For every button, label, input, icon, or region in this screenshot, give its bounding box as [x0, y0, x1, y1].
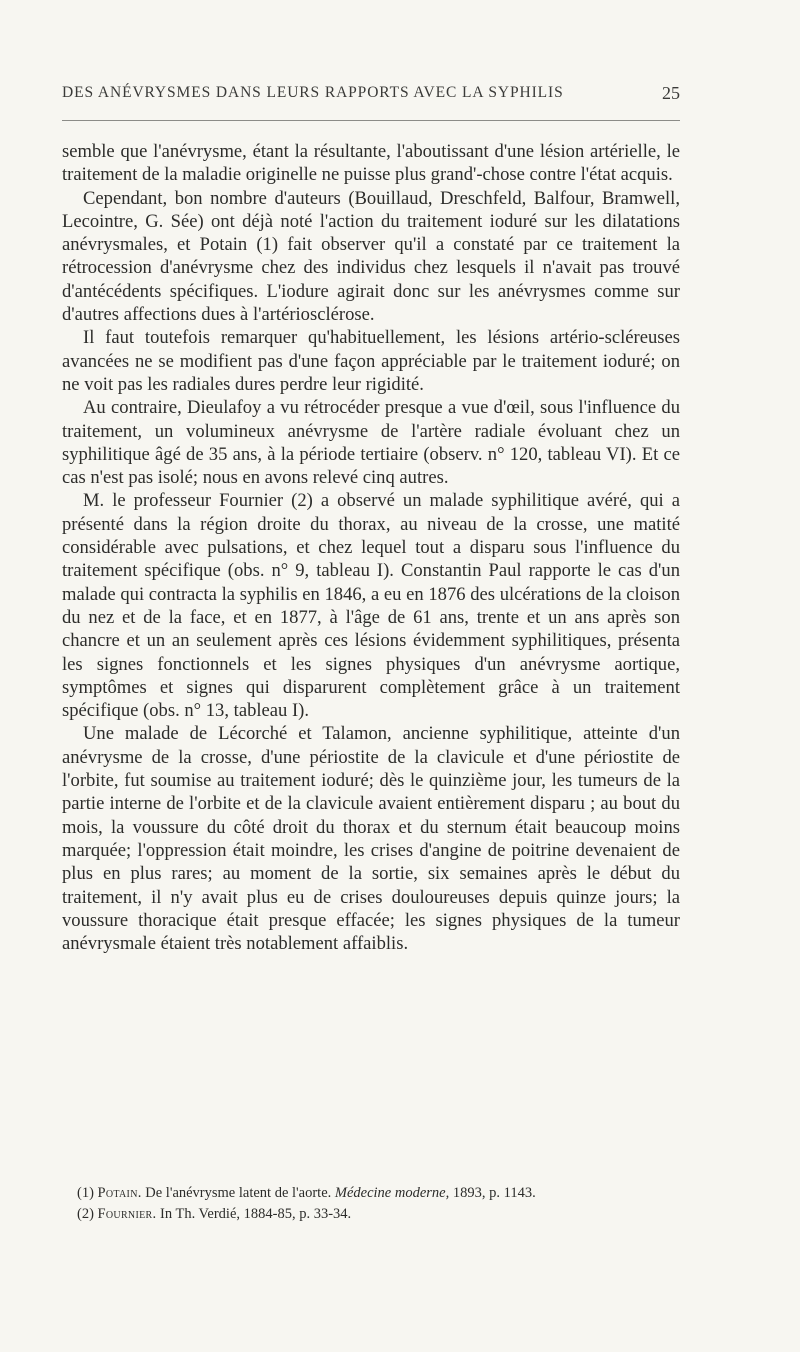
footnote-tail: 1893, p. 1143.: [449, 1185, 536, 1201]
running-head-title: DES ANÉVRYSMES DANS LEURS RAPPORTS AVEC LA SYPHILIS: [62, 84, 564, 101]
footnote-1: [77, 1183, 680, 1204]
footnote-author: Fournier.: [97, 1206, 157, 1222]
paragraph: Une malade de Lécorché et Talamon, ancienne syphilitique, atteinte d'un anévrysme de la crosse, d'une périostite de la clavicule et d'une périostite de l'orbite, fut soumise au traitement ioduré; dès le quinzième jour, les tumeurs de la partie interne de l'orbite et de la clavicule avaient entièrement disparu ; au bout du mois, la voussure du côté droit du thorax et du sternum était beaucoup moins marquée; l'oppression était moindre, les crises d'angine de poitrine devenaient de plus en plus rares; au moment de la sortie, six semaines après le début du traitement, il n'y avait plus eu de crises douloureuses depuis quinze jours; la voussure thoracique était presque effacée; les signes physiques de la tumeur anévrysmale étaient très notablement affaiblis.: [62, 723, 680, 955]
header-rule: [62, 120, 680, 121]
footnote-text: In Th. Verdié, 1884-85, p. 33-34.: [156, 1206, 352, 1222]
page-number: 25: [662, 83, 680, 103]
paragraph: M. le professeur Fournier (2) a observé un malade syphilitique avéré, qui a présenté dans la région droite du thorax, au niveau de la crosse, une matité considérable avec pulsations, et chez lequel tout a disparu sous l'influence du traitement spécifique (obs. n° 9, tableau I). Constantin Paul rapporte le cas d'un malade qui contracta la syphilis en 1846, a eu en 1876 des ulcérations de la cloison du nez et de la face, et en 1877, à l'âge de 61 ans, trente et un ans après son chancre et un an seulement après ces lésions évidemment syphilitiques, présenta les signes fonctionnels et les signes physiques d'un anévrysme aortique, symptômes et signes qui disparurent complètement grâce à un traitement spécifique (obs. n° 13, tableau I).: [62, 490, 680, 722]
footnotes: [77, 1183, 680, 1225]
running-head: [62, 84, 680, 110]
paragraph: Il faut toutefois remarquer qu'habituellement, les lésions artério-scléreuses avancées ne se modifient pas d'une façon appréciable par le traitement ioduré; on ne voit pas les radiales dures perdre leur rigidité.: [62, 327, 680, 395]
paragraph: Cependant, bon nombre d'auteurs (Bouillaud, Dreschfeld, Balfour, Bramwell, Lecointre, G. Sée) ont déjà noté l'action du traitement ioduré sur les dilatations anévrysmales, et Potain (1) fait observer qu'il a constaté par ce traitement la rétrocession d'anévrysme chez des individus chez lesquels il n'avait pas trouvé d'antécédents spécifiques. L'iodure agirait donc sur les anévrysmes comme sur d'autres affections dues à l'artériosclérose.: [62, 187, 680, 326]
footnote-journal: Médecine moderne,: [334, 1185, 450, 1201]
footnote-author: Potain.: [97, 1185, 142, 1201]
paragraph: Au contraire, Dieulafoy a vu rétrocéder presque a vue d'œil, sous l'influence du traitement, un volumineux anévrysme de l'artère radiale évoluant chez un syphilitique âgé de 35 ans, à la période tertiaire (observ. n° 120, tableau VI). Et ce cas n'est pas isolé; nous en avons relevé cinq autres.: [62, 397, 680, 489]
footnote-marker: (1): [77, 1185, 94, 1201]
paragraph: semble que l'anévrysme, étant la résultante, l'aboutissant d'une lésion artérielle, le traitement de la maladie originelle ne puisse plus grand'-chose contre l'état acquis.: [62, 141, 680, 186]
footnote-marker: (2): [77, 1206, 94, 1222]
footnote-2: [77, 1204, 680, 1225]
body-text: [62, 140, 680, 955]
footnote-text: De l'anévrysme latent de l'aorte.: [141, 1185, 335, 1201]
